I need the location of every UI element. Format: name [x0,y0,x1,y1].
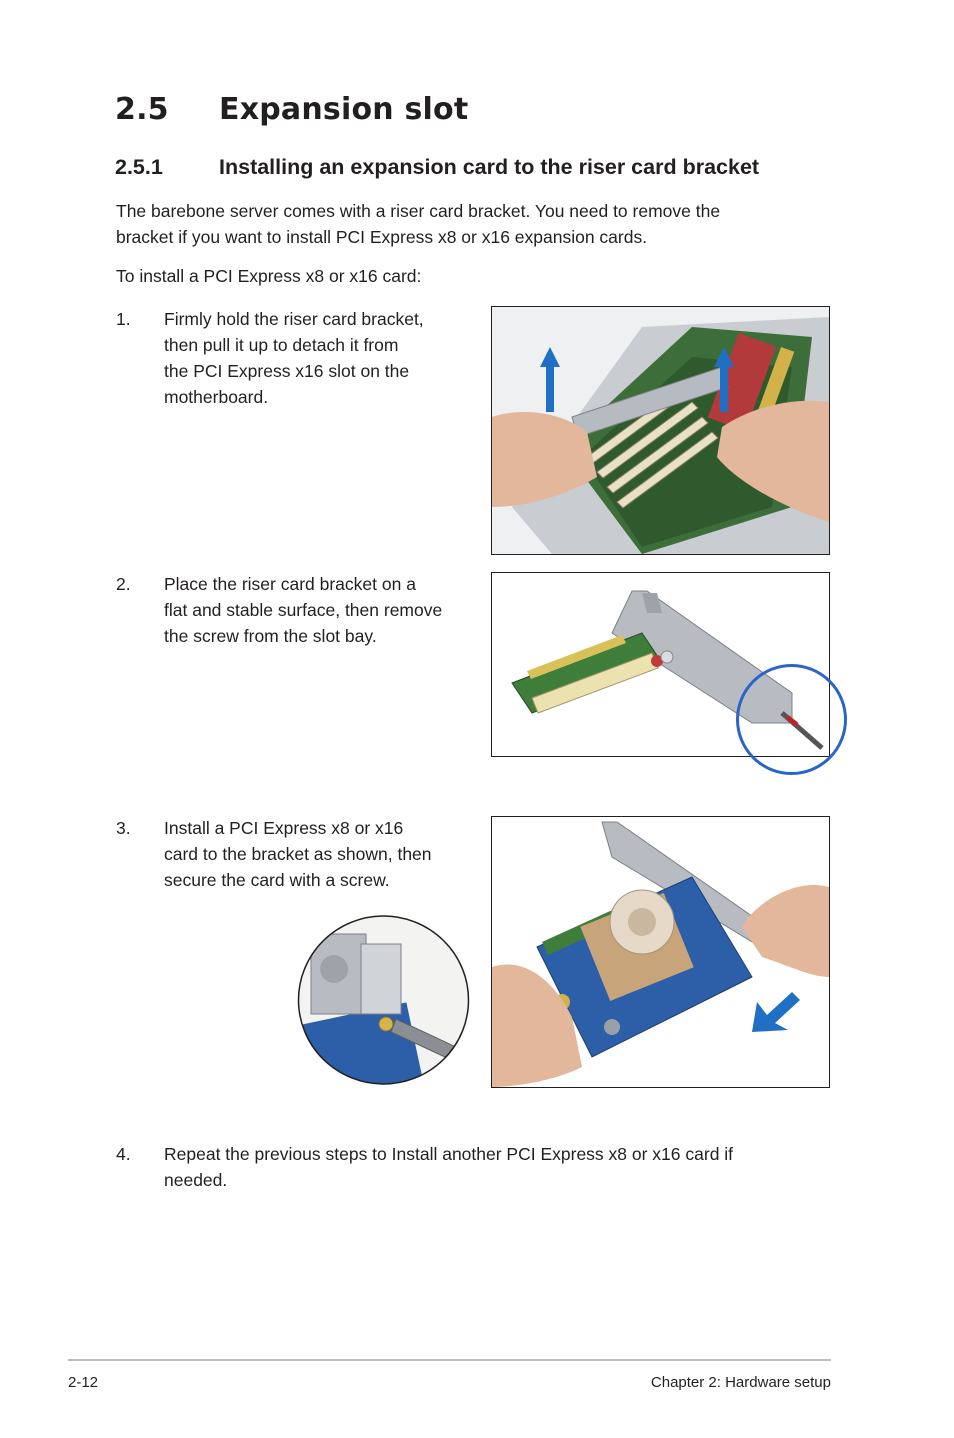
step-4-number: 4. [116,1144,131,1164]
footer-rule [68,1359,831,1361]
screwdriver-detail-inset [296,914,471,1086]
subsection-heading [115,155,759,180]
figure-riser-removal [491,306,830,555]
highlight-circle [734,662,849,777]
step-line: needed. [164,1170,228,1190]
step-1-text [164,306,424,410]
step-line: flat and stable surface, then remove [164,600,443,620]
intro-paragraph [116,198,720,250]
step-1-number: 1. [116,309,131,329]
subsection-title: Installing an expansion card to the riser card bracket [219,155,760,179]
intro-line: bracket if you want to install PCI Express x8 or x16 expansion cards. [116,227,648,247]
intro-line: The barebone server comes with a riser card bracket. You need to remove the [116,201,721,221]
step-line: then pull it up to detach it from [164,335,399,355]
step-line: Place the riser card bracket on a [164,574,416,594]
section-title: Expansion slot [219,92,469,127]
step-line: Firmly hold the riser card bracket, [164,309,424,329]
card-install-illustration [492,817,829,1087]
step-4-text [164,1141,733,1193]
step-line: the screw from the slot bay. [164,626,377,646]
section-heading [115,92,468,127]
step-2-number: 2. [116,574,131,594]
step-line: motherboard. [164,387,269,407]
riser-removal-illustration [492,307,829,554]
step-2-text [164,571,442,649]
page-number: 2-12 [68,1374,99,1391]
lead-text: To install a PCI Express x8 or x16 card: [116,266,422,286]
section-number: 2.5 [115,92,169,127]
subsection-number: 2.5.1 [115,155,163,179]
step-line: Repeat the previous steps to Install another PCI Express x8 or x16 card if [164,1144,734,1164]
step-line: secure the card with a screw. [164,870,390,890]
figure-card-install [491,816,830,1088]
step-3-number: 3. [116,818,131,838]
chapter-label: Chapter 2: Hardware setup [650,1374,831,1391]
step-line: the PCI Express x16 slot on the [164,361,410,381]
step-line: card to the bracket as shown, then [164,844,432,864]
step-3-text [164,815,432,893]
step-line: Install a PCI Express x8 or x16 [164,818,404,838]
